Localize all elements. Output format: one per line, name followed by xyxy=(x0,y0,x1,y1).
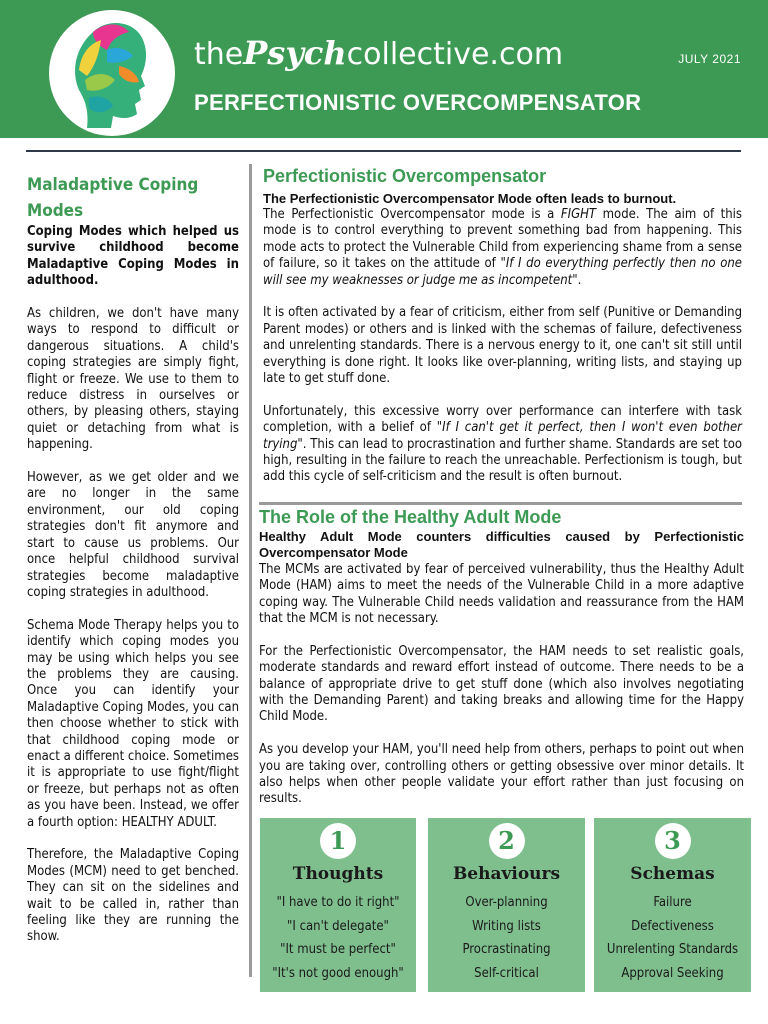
text-run: The Perfectionistic Overcompensator mode is a xyxy=(263,207,561,222)
number-badge: 3 xyxy=(655,823,691,859)
section-healthy-adult-mode xyxy=(259,505,744,808)
section1-paragraph-3 xyxy=(263,404,742,486)
left-section-title: Maladaptive Coping Modes xyxy=(27,175,199,221)
list-item: "It must be perfect" xyxy=(280,942,396,957)
top-divider xyxy=(26,150,741,152)
list-item: "I have to do it right" xyxy=(276,895,400,910)
brand-prefix: the xyxy=(194,37,244,72)
card-list xyxy=(594,891,751,985)
text-run: mode. The aim of this mode is to control everything to prevent something bad from happening. This mode acts to protect the Vulnerable Child from experiencing shame from a sense of failure, so it takes on the attitude of " xyxy=(263,207,743,272)
list-item: "It's not good enough" xyxy=(272,965,404,981)
left-lead: Coping Modes which helped us survive childhood become Maladaptive Coping Modes in adulthood. xyxy=(27,224,239,289)
section1-paragraph-1 xyxy=(263,207,742,289)
issue-date: JULY 2021 xyxy=(678,52,741,66)
card-title: Behaviours xyxy=(452,864,561,884)
left-column xyxy=(27,172,239,946)
text-run: ". This can lead to procrastination and further shame. Standards are set too high, resulting in the failure to reach the unreachable. Perfectionism is tough, but add this cycle of self-criticism and the result is often burnout. xyxy=(263,436,742,485)
card-list xyxy=(428,891,585,985)
brand-wordmark xyxy=(194,34,563,72)
brand-suffix: collective.com xyxy=(346,37,564,72)
list-item: Self-critical xyxy=(474,965,539,981)
list-item: Failure xyxy=(653,895,692,910)
card-thoughts xyxy=(260,818,416,992)
card-title: Schemas xyxy=(630,864,715,884)
list-item: Defectiveness xyxy=(631,918,714,934)
list-item: Approval Seeking xyxy=(621,965,724,981)
header-banner xyxy=(0,0,768,138)
text-run: ". xyxy=(572,272,582,288)
section2-title: The Role of the Healthy Adult Mode xyxy=(259,507,562,527)
card-list xyxy=(260,891,416,985)
section1-lead: The Perfectionistic Overcompensator Mode often leads to burnout. xyxy=(263,191,677,206)
left-paragraph: As children, we don't have many ways to respond to difficult or dangerous situations. A child's coping strategies are simply fight, flight or freeze. We use to them to reduce distress in ourselves or others, by pleasing others, staying quiet or detaching from what is happening. xyxy=(27,306,239,453)
section2-lead: Healthy Adult Mode counters difficulties caused by Perfectionistic Overcompensator Mode xyxy=(259,529,744,561)
text-emphasis: FIGHT xyxy=(560,207,597,222)
page-title: PERFECTIONISTIC OVERCOMPENSATOR xyxy=(194,90,642,115)
section2-paragraph: For the Perfectionistic Overcompensator, the HAM needs to set realistic goals, moderate standards and reward effort instead of outcome. There needs to be a balance of appropriate drive to get stuff done (which also involves negotiating with the Demanding Parent) and taking breaks and allowing time for the Happy Child Mode. xyxy=(259,643,744,725)
column-divider xyxy=(249,164,252,977)
list-item: Procrastinating xyxy=(462,942,551,957)
brand-script: Psych xyxy=(243,34,347,72)
number-badge: 2 xyxy=(489,823,525,859)
number-badge: 1 xyxy=(320,823,356,859)
list-item: Writing lists xyxy=(472,918,541,934)
left-paragraph: Therefore, the Maladaptive Coping Modes (MCM) need to get benched. They can sit on the sidelines and wait to be called in, rather than feeling like they are running the show. xyxy=(27,847,239,945)
section1-title: Perfectionistic Overcompensator xyxy=(263,166,547,186)
section2-paragraph: As you develop your HAM, you'll need help from others, perhaps to point out when you are taking over, controlling others or getting obsessive over minor details. It also helps when other people validate your effort rather than just focusing on results. xyxy=(259,742,744,807)
section1-paragraph-2: It is often activated by a fear of criticism, either from self (Punitive or Demanding Parent modes) or others and is linked with the schemas of failure, defectiveness and unrelenting standards. There is a nervous energy to it, one can't sit still until everything is done right. It looks like over-planning, writing lists, and staying up late to get stuff done. xyxy=(263,305,742,387)
text-run: Unfortunately, this excessive worry over performance can interfere with task completion, with a belief of " xyxy=(263,403,742,436)
list-item: "I can't delegate" xyxy=(287,918,389,934)
list-item: Unrelenting Standards xyxy=(606,942,739,957)
section-perfectionistic-overcompensator xyxy=(259,164,742,486)
head-silhouette-logo xyxy=(49,10,175,136)
text-quote: If I do everything perfectly then no one will see my weaknesses or judge me as incompetent xyxy=(263,256,742,288)
left-paragraph: Schema Mode Therapy helps you to identify which coping modes you may be using which helps you see the problems they are causing. Once you can identify your Maladaptive Coping Modes, you can then choose whether to stick with that childhood coping mode or enact a different choice. Sometimes it is appropriate to use fight/flight or freeze, but perhaps not as often as you have been. Instead, we offer a fourth option: HEALTHY ADULT. xyxy=(27,617,239,830)
list-item: Over-planning xyxy=(465,895,548,910)
card-title: Thoughts xyxy=(292,864,384,884)
left-paragraph: However, as we get older and we are no longer in the same environment, our old coping strategies don't fit anymore and start to cause us problems. Our once helpful childhood survival strategies become maladaptive coping strategies in adulthood. xyxy=(27,470,239,600)
card-behaviours xyxy=(428,818,585,992)
text-quote: If I can't get it perfect, then I won't even bother trying xyxy=(263,420,742,452)
card-schemas xyxy=(594,818,751,992)
section2-paragraph: The MCMs are activated by fear of perceived vulnerability, thus the Healthy Adult Mode (HAM) aims to meet the needs of the Vulnerable Child in a more adaptive coping way. The Vulnerable Child needs validation and reassurance from the HAM that the MCM is not necessary. xyxy=(259,561,744,627)
